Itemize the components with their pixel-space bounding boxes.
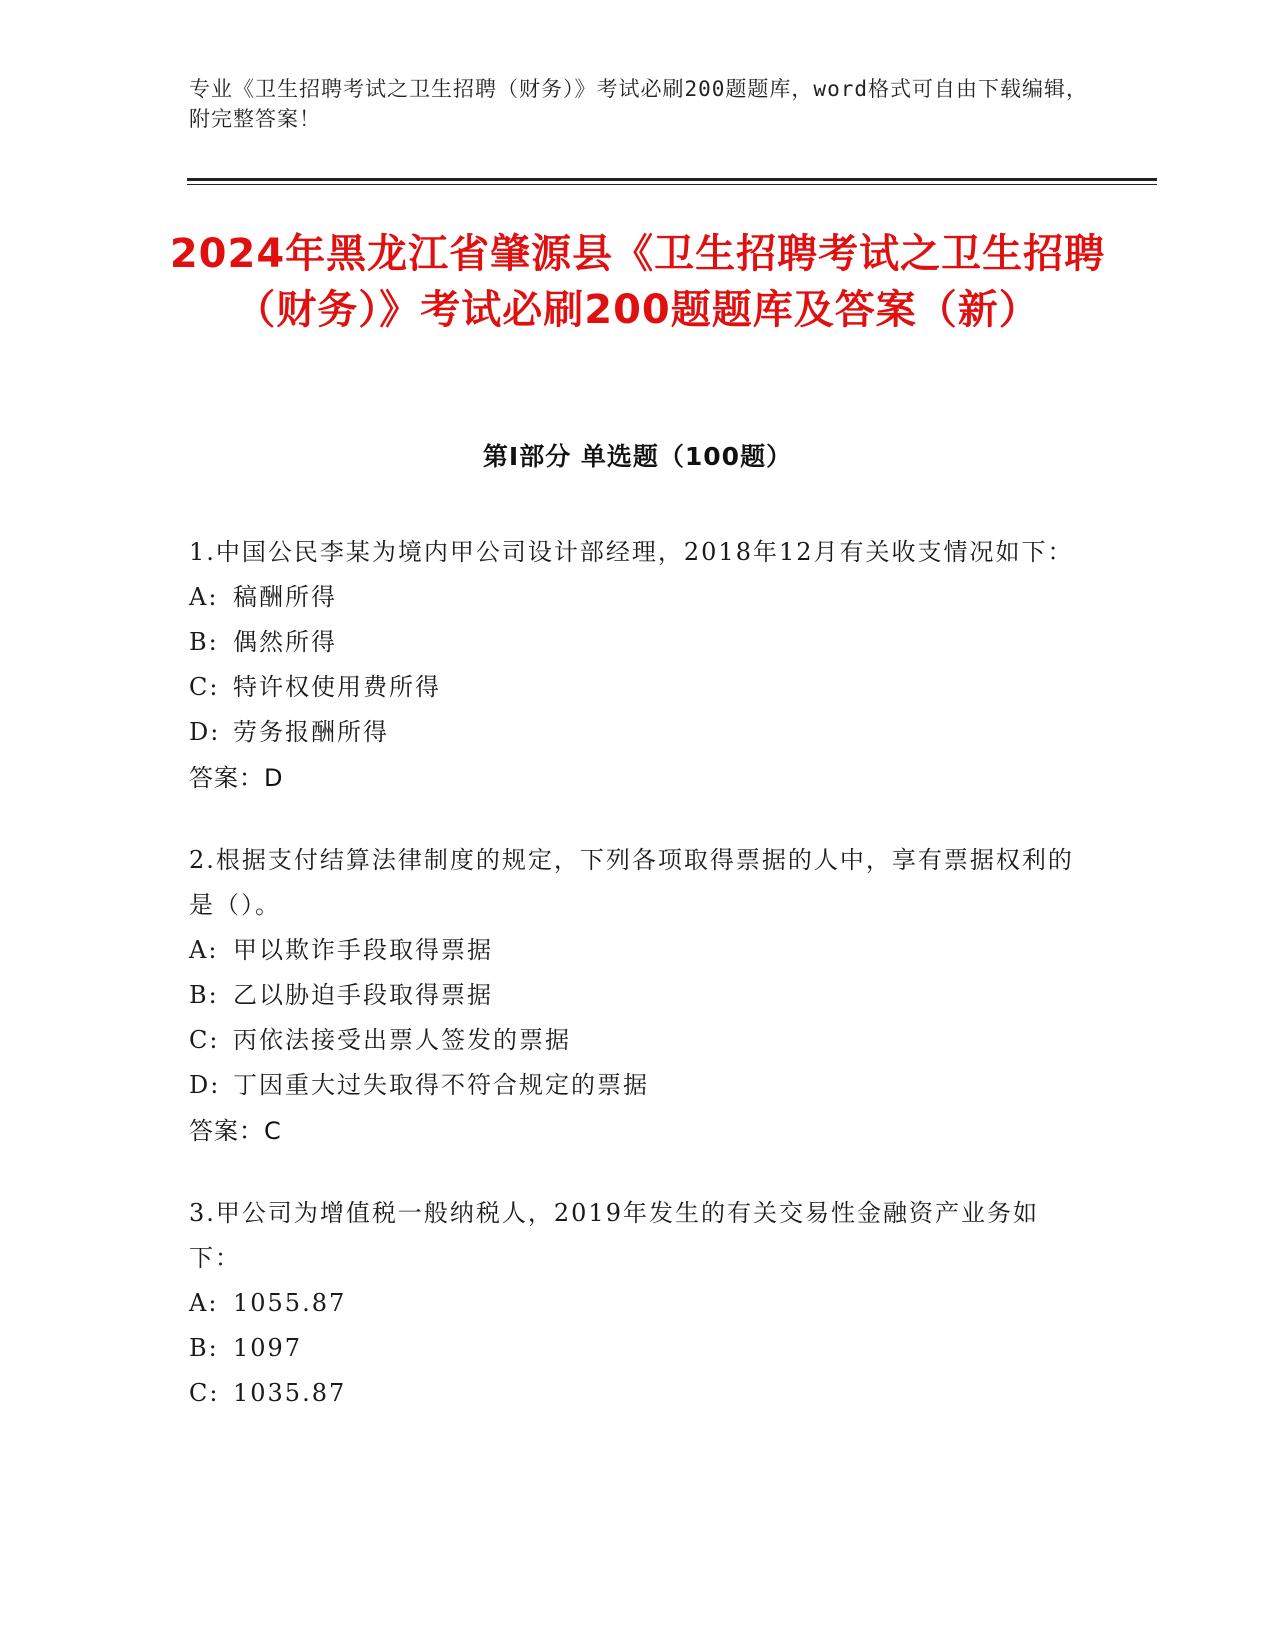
question-stem: 3.甲公司为增值税一般纳税人，2019年发生的有关交易性金融资产业务如下： <box>189 1199 1039 1272</box>
option-letter: D: <box>189 718 221 746</box>
option-text: 1097 <box>233 1334 303 1362</box>
option-letter: B: <box>189 1334 219 1362</box>
option-c <box>189 1371 1089 1416</box>
option-a <box>189 575 1089 620</box>
option-letter: A: <box>189 1289 219 1317</box>
header-rule-thin <box>187 184 1157 185</box>
option-b <box>189 620 1089 665</box>
option-c <box>189 1018 1089 1063</box>
question-2 <box>189 838 1089 1154</box>
header-note: 专业《卫生招聘考试之卫生招聘（财务）》考试必刷200题题库，word格式可自由下载编辑，附完整答案！ <box>189 77 1088 131</box>
option-a <box>189 928 1089 973</box>
option-text: 1035.87 <box>233 1379 347 1407</box>
option-text: 甲以欺诈手段取得票据 <box>233 936 493 964</box>
question-stem: 1.中国公民李某为境内甲公司设计部经理，2018年12月有关收支情况如下： <box>189 538 1074 566</box>
answer-line: 答案：C <box>189 1117 282 1145</box>
option-letter: A: <box>189 583 219 611</box>
option-text: 特许权使用费所得 <box>233 673 441 701</box>
header-rule-thick <box>187 178 1157 181</box>
option-letter: C: <box>189 1026 220 1054</box>
question-stem: 2.根据支付结算法律制度的规定，下列各项取得票据的人中，享有票据权利的是（）。 <box>189 846 1074 919</box>
option-letter: B: <box>189 981 219 1009</box>
option-text: 丁因重大过失取得不符合规定的票据 <box>233 1071 649 1099</box>
option-letter: C: <box>189 1379 220 1407</box>
option-text: 稿酬所得 <box>233 583 337 611</box>
option-letter: B: <box>189 628 219 656</box>
document-title: 2024年黑龙江省肇源县《卫生招聘考试之卫生招聘（财务）》考试必刷200题题库及答案（新） <box>169 231 1106 333</box>
question-1 <box>189 530 1089 801</box>
option-d <box>189 1063 1089 1108</box>
question-list <box>189 530 1089 1453</box>
option-letter: D: <box>189 1071 221 1099</box>
option-letter: C: <box>189 673 220 701</box>
option-text: 1055.87 <box>233 1289 347 1317</box>
option-letter: A: <box>189 936 219 964</box>
option-b <box>189 973 1089 1018</box>
option-d <box>189 710 1089 755</box>
option-text: 劳务报酬所得 <box>233 718 389 746</box>
option-text: 丙依法接受出票人签发的票据 <box>233 1026 571 1054</box>
answer-line: 答案：D <box>189 764 284 792</box>
option-text: 偶然所得 <box>233 628 337 656</box>
option-c <box>189 665 1089 710</box>
section-heading: 第I部分 单选题（100题） <box>482 442 793 471</box>
option-b <box>189 1326 1089 1371</box>
option-a <box>189 1281 1089 1326</box>
option-text: 乙以胁迫手段取得票据 <box>233 981 493 1009</box>
question-3 <box>189 1191 1089 1416</box>
